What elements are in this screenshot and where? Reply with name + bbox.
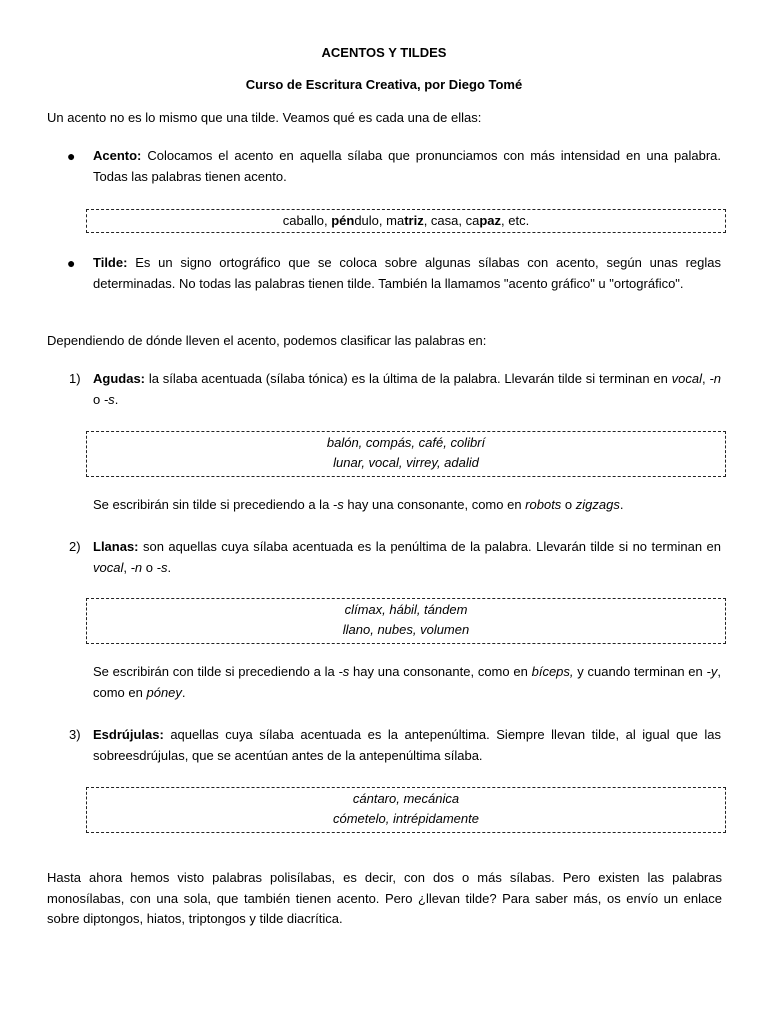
bullet-icon: ●: [67, 255, 76, 271]
tilde-text: Es un signo ortográfico que se coloca sobre algunas sílabas con acento, según unas reglas determinadas. No todas las palabras tienen tilde. También la llamamos "acento gráfico" u "ortográfico".: [93, 255, 721, 291]
note-example-word: robots: [525, 497, 562, 512]
note-ending: -s: [338, 664, 350, 679]
agudas-text: o: [93, 391, 104, 407]
intro-paragraph: Un acento no es lo mismo que una tilde. Veamos qué es cada una de ellas:: [47, 110, 482, 125]
example-box-esdrujulas: [86, 787, 726, 833]
acento-text: Colocamos el acento en aquella sílaba que pronunciamos con más intensidad en una palabra. Todas las palabras tienen acento.: [93, 148, 721, 184]
agudas-definition: [93, 369, 721, 410]
example-line: llano, nubes, volumen: [342, 622, 470, 637]
example-stressed-syllable: triz: [404, 213, 424, 228]
example-line: cómetelo, intrépidamente: [333, 811, 479, 826]
note-text: hay una consonante, como en: [349, 664, 532, 679]
llanas-ending-s: -s: [156, 559, 168, 575]
example-part: , etc.: [501, 213, 530, 228]
list-number: 2): [69, 539, 81, 554]
agudas-text: ,: [702, 371, 710, 386]
example-part: , casa, ca: [423, 213, 480, 228]
list-number: 1): [69, 371, 81, 386]
note-text: y cuando terminan en: [573, 664, 707, 679]
agudas-ending-vocal: vocal: [671, 371, 702, 386]
example-part: dulo, ma: [354, 213, 405, 228]
example-stressed-syllable: pén: [331, 213, 355, 228]
note-ending: -y: [706, 664, 718, 679]
note-text: hay una consonante, como en: [343, 497, 526, 512]
agudas-text: la sílaba acentuada (sílaba tónica) es la última de la palabra. Llevarán tilde si terminan en: [148, 371, 672, 386]
note-example-word: bíceps,: [531, 664, 574, 679]
document-title: ACENTOS Y TILDES: [321, 45, 447, 60]
example-box-llanas: [86, 598, 726, 644]
bullet-icon: ●: [67, 148, 76, 164]
tilde-term: Tilde:: [93, 255, 128, 270]
document-subtitle: Curso de Escritura Creativa, por Diego Tomé: [245, 77, 523, 92]
llanas-definition: [93, 537, 721, 578]
note-ending: -s: [332, 497, 344, 512]
agudas-text: .: [114, 391, 119, 407]
llanas-ending-vocal: vocal: [93, 559, 124, 575]
example-box-agudas: [86, 431, 726, 477]
esdrujulas-text: aquellas cuya sílaba acentuada es la antepenúltima. Siempre llevan tilde, al igual que las sobreesdrújulas, que se acentúan antes de la antepenúltima sílaba.: [93, 727, 721, 763]
example-part: caballo,: [282, 213, 332, 228]
note-example-word: zigzags: [575, 497, 620, 512]
note-text: Se escribirán con tilde si precediendo a la: [93, 664, 339, 679]
list-number: 3): [69, 727, 81, 742]
llanas-text: ,: [123, 559, 131, 575]
agudas-ending-s: -s: [103, 391, 115, 407]
example-line: clímax, hábil, tándem: [344, 602, 468, 617]
closing-paragraph: Hasta ahora hemos visto palabras polisílabas, es decir, con dos o más sílabas. Pero existen las palabras monosílabas, con una sola, que también tienen acento. Pero ¿llevan tilde? Para saber más, os envío un enlace sobre diptongos, hiatos, triptongos y tilde diacrítica.: [47, 870, 722, 926]
esdrujulas-definition: [93, 725, 721, 766]
llanas-text: o: [142, 559, 157, 575]
agudas-ending-n: -n: [709, 371, 721, 386]
llanas-term: Llanas:: [93, 539, 139, 554]
acento-definition: [93, 146, 721, 187]
note-example-word: póney: [146, 684, 182, 700]
agudas-note: [93, 495, 721, 516]
example-line: lunar, vocal, virrey, adalid: [333, 455, 479, 470]
example-line: cántaro, mecánica: [352, 791, 460, 806]
llanas-text: son aquellas cuya sílaba acentuada es la penúltima de la palabra. Llevarán tilde si no terminan en: [142, 539, 721, 554]
note-text: Se escribirán sin tilde si precediendo a la: [93, 497, 333, 512]
esdrujulas-term: Esdrújulas:: [93, 727, 164, 742]
note-text: o: [561, 497, 576, 512]
note-text: , como en: [93, 664, 721, 700]
acento-term: Acento:: [93, 148, 142, 163]
tilde-definition: [93, 253, 721, 294]
agudas-term: Agudas:: [93, 371, 145, 386]
example-stressed-syllable: paz: [479, 213, 502, 228]
llanas-text: .: [167, 559, 172, 575]
classify-paragraph: Dependiendo de dónde lleven el acento, podemos clasificar las palabras en:: [47, 333, 487, 348]
note-text: .: [181, 684, 186, 700]
example-box-acento: [86, 209, 726, 233]
llanas-note: [93, 662, 721, 703]
note-text: .: [619, 497, 624, 512]
llanas-ending-n: -n: [130, 559, 143, 575]
example-line: balón, compás, café, colibrí: [326, 435, 486, 450]
